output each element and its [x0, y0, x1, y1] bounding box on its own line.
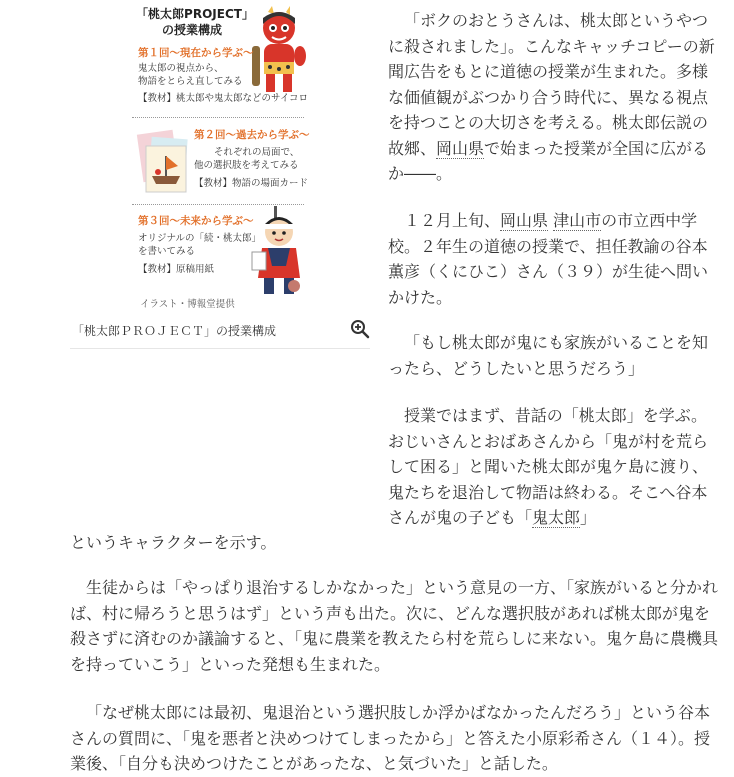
scene-cards-illustration — [136, 126, 196, 198]
momotaro-illustration — [250, 206, 308, 300]
article-figure — [70, 0, 370, 350]
paragraph-text: 授業ではまず、昔話の「桃太郎」を学ぶ。おじいさんとおばあさんから「鬼が村を荒らして困る」と聞いた桃太郎が鬼ケ島に渡り、鬼たちを退治して物語は終わる。そこへ谷本さんが鬼の子ども「 — [388, 406, 709, 527]
section-divider — [132, 204, 304, 205]
section-2-material: 【教材】物語の場面カード — [194, 178, 309, 189]
article-paragraph-2 — [388, 208, 718, 310]
article-paragraph-5 — [70, 575, 718, 677]
paragraph-text: 「もし桃太郎が鬼にも家族がいることを知ったら、どうしたいと思うだろう」 — [388, 333, 709, 378]
section-1-desc-line-1: 鬼太郎の視点から、 — [138, 63, 224, 74]
article-paragraph-4-continued — [70, 530, 718, 556]
keyword-link-tsuyama[interactable]: 津山市 — [553, 211, 602, 230]
paragraph-text: 生徒からは「やっぱり退治するしかなかった」という意見の一方、「家族がいると分かれば、村に帰ろうと思うはず」という声も出た。次に、どんな選択肢があれば桃太郎が鬼を殺さずに済むのか議論すると、「鬼に農業を教えたら村を荒らしに来ない。鬼ケ島に農機具を持っていこう」といった発想も生まれた。 — [70, 578, 719, 674]
oni-illustration — [250, 6, 308, 98]
section-2-desc-line-1: それぞれの局面で、 — [214, 147, 300, 158]
paragraph-text: １２月上旬、 — [404, 211, 501, 230]
figure-caption-bar — [70, 318, 370, 349]
section-2-title: 第２回～過去から学ぶ～ — [194, 129, 310, 141]
section-divider — [132, 117, 304, 118]
section-1-material: 【教材】桃太郎や鬼太郎などのサイコロ — [138, 93, 308, 104]
article-paragraph-3 — [388, 330, 718, 381]
paragraph-text: 「なぜ桃太郎には最初、鬼退治という選択肢しか浮かばなかったんだろう」という谷本さんの質問に、「鬼を悪者と決めつけてしまったから」と答えた小原彩希さん（１４）。授業後、「自分も決めつけたことがあったな、と気づいた」と話した。 — [70, 703, 711, 773]
section-1-desc-line-2: 物語をとらえ直してみる — [138, 76, 243, 87]
paragraph-text: 「ボクのおとうさんは、桃太郎というやつに殺されました」。こんなキャッチコピーの新聞広告をもとに道徳の授業が生まれた。多様な価値観がぶつかり合う時代に、異なる視点を持つことの大切さを考える。桃太郎伝説の故郷、 — [388, 11, 715, 158]
illustration-title: 「桃太郎PROJECT」の授業構成 — [136, 7, 248, 37]
paragraph-text: というキャラクターを示す。 — [70, 533, 277, 552]
section-3-desc-line-2: を書いてみる — [138, 246, 196, 257]
section-2-desc-line-2: 他の選択肢を考えてみる — [194, 160, 299, 171]
section-3-title: 第３回～未来から学ぶ～ — [138, 215, 254, 227]
paragraph-text: で始まった授業が全国に広がるか――。 — [388, 138, 709, 183]
keyword-link-okayama[interactable]: 岡山県 — [500, 211, 549, 230]
keyword-link-okayama[interactable]: 岡山県 — [436, 138, 485, 158]
section-3-material: 【教材】原稿用紙 — [138, 264, 215, 275]
section-1-title: 第１回～現在から学ぶ～ — [138, 47, 254, 59]
paragraph-text: 」 — [580, 508, 597, 527]
paragraph-text: の市立西中学校。２年生の道徳の授業で、担任教諭の谷本薫彦（くにひこ）さん（３９）が生徒へ問いかけた。 — [388, 211, 709, 307]
article-paragraph-6 — [70, 700, 718, 777]
keyword-link-onitaro[interactable]: 鬼太郎 — [532, 508, 581, 527]
article-paragraph-1 — [388, 8, 718, 187]
lesson-structure-illustration — [132, 0, 310, 312]
zoom-in-icon[interactable] — [350, 319, 370, 339]
article-paragraph-4 — [388, 403, 718, 531]
section-3-desc-line-1: オリジナルの「続・桃太郎」 — [138, 233, 262, 244]
figure-caption: 「桃太郎ＰＲＯＪＥＣＴ」の授業構成 — [72, 324, 277, 338]
illustration-credit: イラスト・博報堂提供 — [140, 299, 235, 310]
